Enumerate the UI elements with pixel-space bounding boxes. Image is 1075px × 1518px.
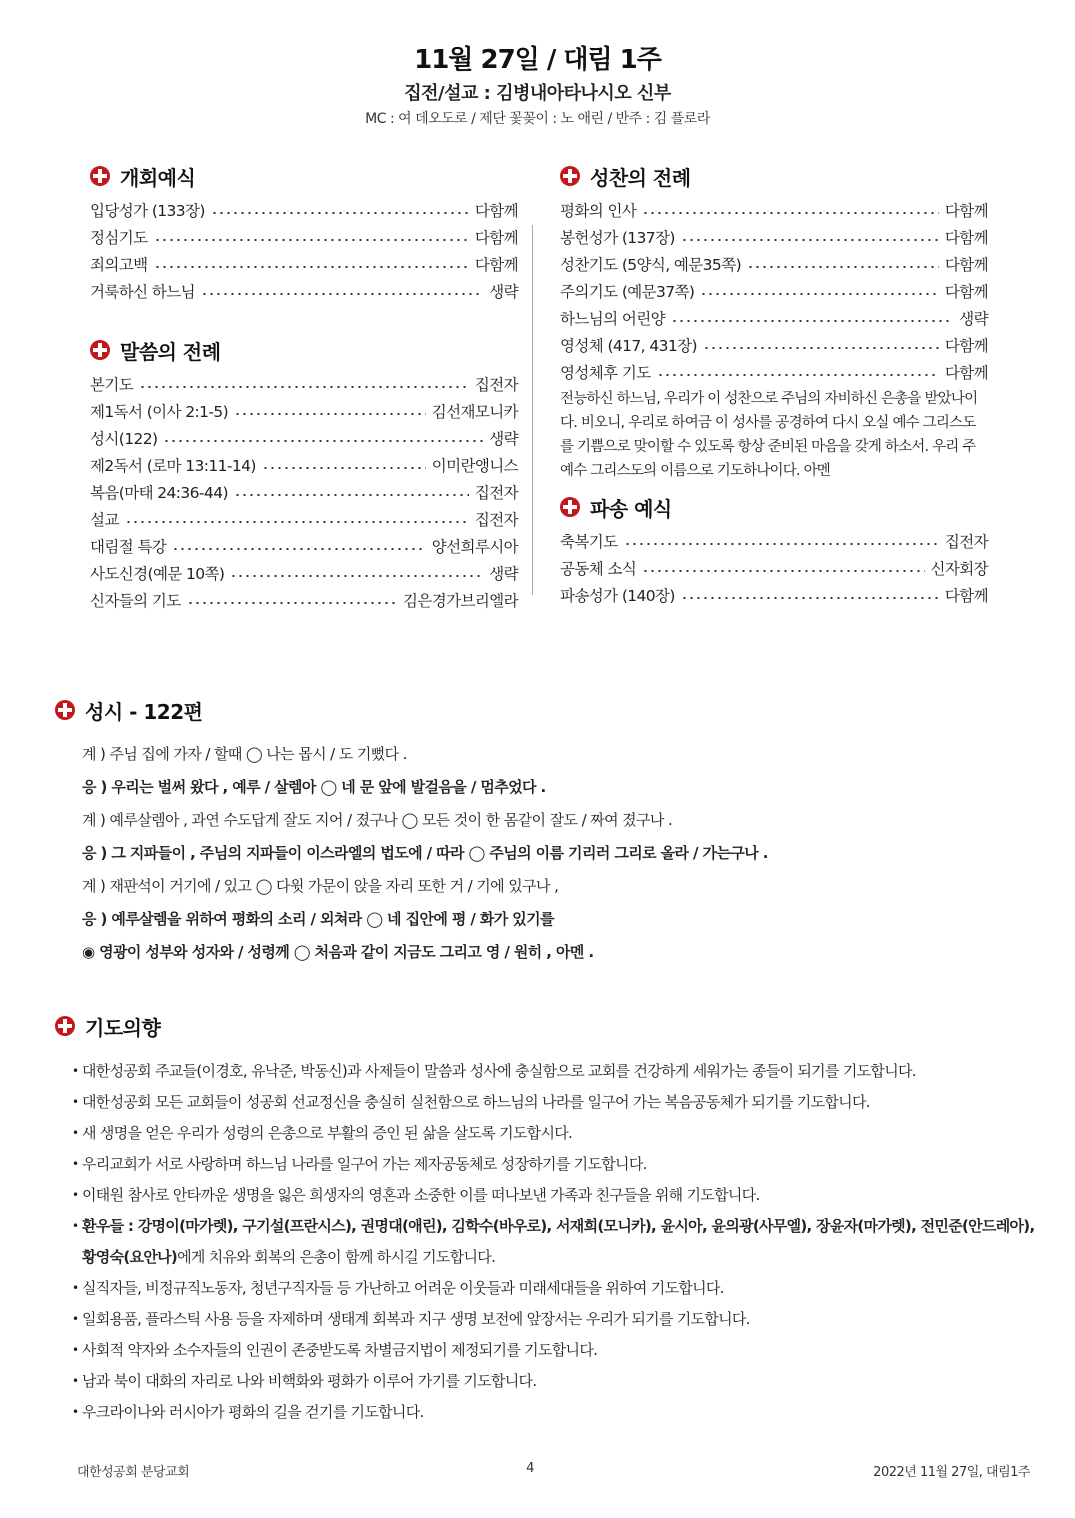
page-subtitle: 집전/설교 : 김병내아타나시오 신부 bbox=[404, 83, 671, 104]
order-item bbox=[90, 248, 518, 275]
order-item-label: 평화의 인사 bbox=[560, 202, 637, 220]
dot-leader bbox=[642, 570, 924, 572]
column-divider bbox=[532, 225, 533, 595]
order-item-leader: 다함께 bbox=[474, 256, 518, 274]
dot-leader bbox=[657, 374, 939, 376]
dot-leader bbox=[681, 597, 939, 599]
order-item bbox=[560, 302, 988, 329]
dot-leader bbox=[234, 494, 469, 496]
red-cross-icon bbox=[90, 166, 110, 186]
section-title-text: 성시 - 122편 bbox=[85, 699, 203, 724]
dot-leader bbox=[139, 386, 469, 388]
footer-church-name: 대한성공회 분당교회 bbox=[77, 1465, 190, 1480]
dot-leader bbox=[154, 266, 469, 268]
post-communion-prayer: 전능하신 하느님, 우리가 이 성찬으로 주님의 자비하신 은총을 받았나이다. 비오니, 우리로 하여금 이 성사를 공경하여 다시 오실 예수 그리스도를 기쁨으로 맞이할 수 있도록 항상 준비된 마음을 갖게 하소서. 우리 주 예수 그리스도의 이름으로 기도하나이다. 아멘 bbox=[560, 391, 978, 479]
dot-leader bbox=[671, 320, 953, 322]
psalm-line: ◉ 영광이 성부와 성자와 / 성령께 ◯ 처음과 같이 지금도 그리고 영 / 원히 , 아멘 . bbox=[82, 943, 594, 961]
order-item-label: 제1독서 (이사 2:1-5) bbox=[90, 403, 229, 421]
order-item-label: 영성체후 기도 bbox=[560, 364, 651, 382]
order-item-label: 복음(마태 24:36-44) bbox=[90, 484, 228, 502]
order-item bbox=[90, 221, 518, 248]
psalm-line: 응 ) 예루살렘을 위하여 평화의 소리 / 외쳐라 ◯ 네 집안에 평 / 화가 있기를 bbox=[82, 910, 554, 928]
left-column bbox=[90, 158, 518, 611]
section-title-text: 파송 예식 bbox=[590, 496, 672, 521]
dot-leader bbox=[681, 239, 939, 241]
order-item bbox=[560, 525, 988, 552]
order-item-leader: 다함께 bbox=[944, 283, 988, 301]
opening-list bbox=[90, 194, 518, 302]
order-item-leader: 다함께 bbox=[944, 587, 988, 605]
order-item bbox=[90, 368, 518, 395]
dot-leader bbox=[262, 467, 426, 469]
right-column bbox=[560, 158, 988, 606]
intention-item: • 일회용품, 플라스틱 사용 등을 자제하며 생태계 회복과 지구 생명 보전에 앞장서는 우리가 되기를 기도합니다. bbox=[55, 1304, 1035, 1335]
order-item bbox=[90, 395, 518, 422]
footer-date: 2022년 11월 27일, 대림1주 bbox=[873, 1465, 1030, 1480]
dot-leader bbox=[163, 440, 483, 442]
order-item-label: 신자들의 기도 bbox=[90, 592, 181, 610]
order-item-leader: 다함께 bbox=[474, 229, 518, 247]
psalm-line: 계 ) 예루살렘아 , 과연 수도답게 잘도 지어 / 졌구나 ◯ 모든 것이 한 몸같이 잘도 / 짜여 졌구나 . bbox=[82, 811, 673, 829]
intention-item bbox=[55, 1211, 1035, 1273]
intention-item: • 사회적 약자와 소수자들의 인권이 존중받도록 차별금지법이 제정되기를 기도합니다. bbox=[55, 1335, 1035, 1366]
order-item-leader: 집전자 bbox=[944, 533, 988, 551]
order-item bbox=[90, 476, 518, 503]
order-item-label: 입당성가 (133장) bbox=[90, 202, 205, 220]
intention-item: • 대한성공회 주교들(이경호, 유낙준, 박동신)과 사제들이 말씀과 성사에 충실함으로 교회를 건강하게 세워가는 종들이 되기를 기도합니다. bbox=[55, 1056, 1035, 1087]
patient-names: 환우들 : 강명이(마가렛), 구기설(프란시스), 권명대(애린), 김학수(바우로), 서재희(모니카), 윤시아, 윤의광(사무엘), 장윤자(마가렛), 전민준(안드레아), 황영숙(요안나) bbox=[82, 1217, 1035, 1266]
order-item-leader: 신자회장 bbox=[930, 560, 988, 578]
order-item-label: 거룩하신 하느님 bbox=[90, 283, 195, 301]
psalm-title bbox=[55, 692, 1035, 728]
order-item-leader: 집전자 bbox=[474, 484, 518, 502]
order-item bbox=[560, 356, 988, 383]
red-cross-icon bbox=[90, 340, 110, 360]
service-credits: MC : 여 데오도로 / 제단 꽃꽂이 : 노 애린 / 반주 : 김 플로라 bbox=[365, 111, 710, 127]
order-item-label: 정심기도 bbox=[90, 229, 148, 247]
order-item-leader: 집전자 bbox=[474, 376, 518, 394]
section-title-text: 말씀의 전례 bbox=[120, 339, 221, 364]
psalm-line: 응 ) 우리는 벌써 왔다 , 예루 / 살렘아 ◯ 네 문 앞에 발걸음을 / 멈추었다 . bbox=[82, 778, 546, 796]
order-item-label: 성찬기도 (5양식, 예문35쪽) bbox=[560, 256, 742, 274]
red-cross-icon bbox=[55, 1016, 75, 1036]
order-item-leader: 생략 bbox=[489, 283, 518, 301]
red-cross-icon bbox=[560, 166, 580, 186]
dot-leader bbox=[700, 293, 939, 295]
order-item-label: 하느님의 어린양 bbox=[560, 310, 665, 328]
page-header bbox=[0, 40, 1075, 130]
dot-leader bbox=[211, 212, 469, 214]
word-list bbox=[90, 368, 518, 611]
order-item-label: 공동체 소식 bbox=[560, 560, 637, 578]
order-item-leader: 다함께 bbox=[944, 202, 988, 220]
order-item-leader: 다함께 bbox=[944, 364, 988, 382]
order-item-label: 축복기도 bbox=[560, 533, 618, 551]
intentions-list bbox=[55, 1056, 1035, 1428]
order-item-leader: 이미란앵니스 bbox=[431, 457, 518, 475]
dismissal-list bbox=[560, 525, 988, 606]
dot-leader bbox=[172, 548, 426, 550]
intention-item: • 대한성공회 모든 교회들이 성공회 선교정신을 충실히 실천함으로 하느님의 나라를 일구어 가는 복음공동체가 되기를 기도합니다. bbox=[55, 1087, 1035, 1118]
order-item-leader: 생략 bbox=[489, 565, 518, 583]
dot-leader bbox=[125, 521, 469, 523]
dot-leader bbox=[187, 602, 397, 604]
red-cross-icon bbox=[55, 700, 75, 720]
order-item bbox=[90, 530, 518, 557]
dot-leader bbox=[703, 347, 939, 349]
section-title-text: 개회예식 bbox=[120, 165, 196, 190]
order-item-leader: 다함께 bbox=[474, 202, 518, 220]
order-item bbox=[560, 579, 988, 606]
dot-leader bbox=[624, 543, 939, 545]
order-item-label: 봉헌성가 (137장) bbox=[560, 229, 675, 247]
order-item bbox=[90, 275, 518, 302]
dot-leader bbox=[154, 239, 469, 241]
order-item-label: 성시(122) bbox=[90, 430, 158, 448]
order-item-label: 주의기도 (예문37쪽) bbox=[560, 283, 695, 301]
section-eucharist-title bbox=[560, 158, 988, 194]
dot-leader bbox=[230, 575, 483, 577]
psalm-lines bbox=[55, 738, 1035, 969]
order-item-leader: 김선재모니카 bbox=[431, 403, 518, 421]
order-item-label: 제2독서 (로마 13:11-14) bbox=[90, 457, 256, 475]
order-item bbox=[90, 422, 518, 449]
order-item bbox=[90, 449, 518, 476]
dot-leader bbox=[201, 293, 483, 295]
order-item bbox=[560, 552, 988, 579]
order-item bbox=[90, 584, 518, 611]
order-item-label: 대림절 특강 bbox=[90, 538, 167, 556]
order-item-leader: 양선희루시아 bbox=[431, 538, 518, 556]
red-cross-icon bbox=[560, 497, 580, 517]
order-item-leader: 김은경가브리엘라 bbox=[403, 592, 518, 610]
intention-item: • 우리교회가 서로 사랑하며 하느님 나라를 일구어 가는 제자공동체로 성장하기를 기도합니다. bbox=[55, 1149, 1035, 1180]
order-item bbox=[560, 221, 988, 248]
psalm-line: 계 ) 주님 집에 가자 / 할때 ◯ 나는 몹시 / 도 기뻤다 . bbox=[82, 745, 407, 763]
order-item-leader: 집전자 bbox=[474, 511, 518, 529]
intention-item: • 우크라이나와 러시아가 평화의 길을 걷기를 기도합니다. bbox=[55, 1397, 1035, 1428]
order-item-leader: 다함께 bbox=[944, 229, 988, 247]
eucharist-list bbox=[560, 194, 988, 383]
order-item-label: 설교 bbox=[90, 511, 119, 529]
dot-leader bbox=[747, 266, 939, 268]
section-opening-title bbox=[90, 158, 518, 194]
order-item-label: 파송성가 (140장) bbox=[560, 587, 675, 605]
intention-item: • 이태원 참사로 안타까운 생명을 잃은 희생자의 영혼과 소중한 이를 떠나보낸 가족과 친구들을 위해 기도합니다. bbox=[55, 1180, 1035, 1211]
order-item bbox=[90, 194, 518, 221]
section-title-text: 성찬의 전례 bbox=[590, 165, 691, 190]
intention-suffix: 에게 치유와 회복의 은총이 함께 하시길 기도합니다. bbox=[177, 1248, 496, 1266]
order-item-leader: 생략 bbox=[959, 310, 988, 328]
order-item bbox=[560, 275, 988, 302]
order-item bbox=[90, 557, 518, 584]
section-title-text: 기도의향 bbox=[85, 1015, 161, 1040]
order-item bbox=[560, 248, 988, 275]
order-item-leader: 생략 bbox=[489, 430, 518, 448]
page-title: 11월 27일 / 대림 1주 bbox=[414, 45, 661, 75]
order-item bbox=[560, 329, 988, 356]
psalm-section bbox=[55, 692, 1035, 969]
intention-item: • 실직자들, 비정규직노동자, 청년구직자들 등 가난하고 어려운 이웃들과 미래세대들을 위하여 기도합니다. bbox=[55, 1273, 1035, 1304]
intention-item: • 새 생명을 얻은 우리가 성령의 은총으로 부활의 증인 된 삶을 살도록 기도합시다. bbox=[55, 1118, 1035, 1149]
intentions-title bbox=[55, 1008, 1035, 1044]
intention-item: • 남과 북이 대화의 자리로 나와 비핵화와 평화가 이루어 가기를 기도합니다. bbox=[55, 1366, 1035, 1397]
footer-page-number: 4 bbox=[526, 1461, 534, 1476]
dot-leader bbox=[642, 212, 939, 214]
psalm-line: 응 ) 그 지파들이 , 주님의 지파들이 이스라엘의 법도에 / 따라 ◯ 주님의 이름 기리러 그리로 올라 / 가는구나 . bbox=[82, 844, 768, 862]
order-item-label: 죄의고백 bbox=[90, 256, 148, 274]
section-dismissal-title bbox=[560, 489, 988, 525]
order-item-leader: 다함께 bbox=[944, 256, 988, 274]
intentions-section bbox=[55, 1008, 1035, 1428]
order-item-label: 본기도 bbox=[90, 376, 134, 394]
dot-leader bbox=[234, 413, 426, 415]
order-item-leader: 다함께 bbox=[944, 337, 988, 355]
order-item bbox=[560, 194, 988, 221]
order-item-label: 사도신경(예문 10쪽) bbox=[90, 565, 225, 583]
order-item-label: 영성체 (417, 431장) bbox=[560, 337, 697, 355]
order-item bbox=[90, 503, 518, 530]
psalm-line: 계 ) 재판석이 거기에 / 있고 ◯ 다윗 가문이 앉을 자리 또한 거 / 기에 있구나 , bbox=[82, 877, 559, 895]
section-word-title bbox=[90, 332, 518, 368]
